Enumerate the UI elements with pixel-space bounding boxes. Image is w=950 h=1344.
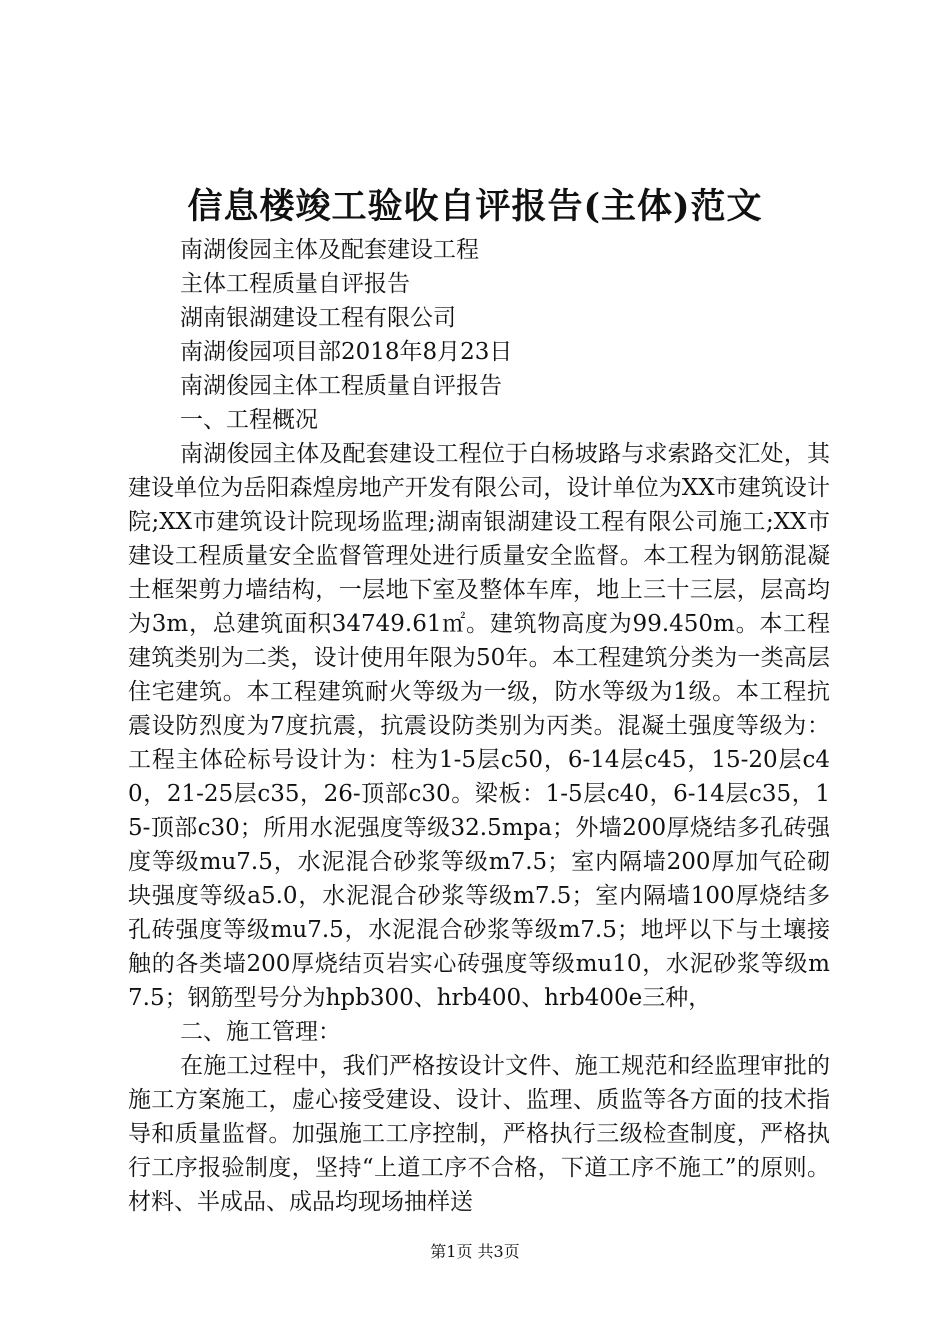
project-name-line: 南湖俊园主体及配套建设工程 bbox=[180, 237, 479, 263]
company-name-line: 湖南银湖建设工程有限公司 bbox=[180, 305, 456, 331]
section-heading-construction-management: 二、施工管理： bbox=[180, 1019, 341, 1045]
section-heading-overview: 一、工程概况 bbox=[180, 407, 318, 433]
section-paragraph-overview: 南湖俊园主体及配套建设工程位于白杨坡路与求索路交汇处，其建设单位为岳阳森煌房地产开发有限公司，设计单位为XX市建筑设计院;XX市建筑设计院现场监理;湖南银湖建设工程有限公司施工;XX市建设工程质量安全监督管理处进行质量安全监督。本工程为钢筋混凝土框架剪力墙结构，一层地下室及整体车库，地上三十三层，层高均为3m，总建筑面积34749.61㎡。建筑物高度为99.450m。本工程建筑类别为二类，设计使用年限为50年。本工程建筑分类为一类高层住宅建筑。本工程建筑耐火等级为一级，防水等级为1级。本工程抗震设防烈度为7度抗震，抗震设防类别为丙类。混凝土强度等级为：工程主体砼标号设计为：柱为1-5层c50，6-14层c45，15-20层c40，21-25层c35，26-顶部c30。梁板：1-5层c40，6-14层c35，15-顶部c30；所用水泥强度等级32.5mpa；外墙200厚烧结多孔砖强度等级mu7.5，水泥混合砂浆等级m7.5；室内隔墙200厚加气砼砌块强度等级a5.0，水泥混合砂浆等级m7.5；室内隔墙100厚烧结多孔砖强度等级mu7.5，水泥混合砂浆等级m7.5；地坪以下与土壤接触的各类墙200厚烧结页岩实心砖强度等级mu10，水泥砂浆等级m7.5；钢筋型号分为hpb300、hrb400、hrb400e三种， bbox=[128, 441, 830, 1011]
report-name-line: 主体工程质量自评报告 bbox=[180, 271, 410, 297]
section-paragraph-construction-management: 在施工过程中，我们严格按设计文件、施工规范和经监理审批的施工方案施工，虚心接受建设、设计、监理、质监等各方面的技术指导和质量监督。加强施工工序控制，严格执行三级检查制度，严格执行工序报验制度，坚持“上道工序不合格，下道工序不施工”的原则。材料、半成品、成品均现场抽样送 bbox=[128, 1053, 830, 1215]
document-body bbox=[128, 233, 830, 1219]
project-department-date-line: 南湖俊园项目部2018年8月23日 bbox=[180, 339, 513, 365]
page-number-footer: 第1页 共3页 bbox=[430, 1242, 520, 1261]
document-title: 信息楼竣工验收自评报告(主体)范文 bbox=[187, 186, 763, 227]
report-subtitle-line: 南湖俊园主体工程质量自评报告 bbox=[180, 373, 502, 399]
